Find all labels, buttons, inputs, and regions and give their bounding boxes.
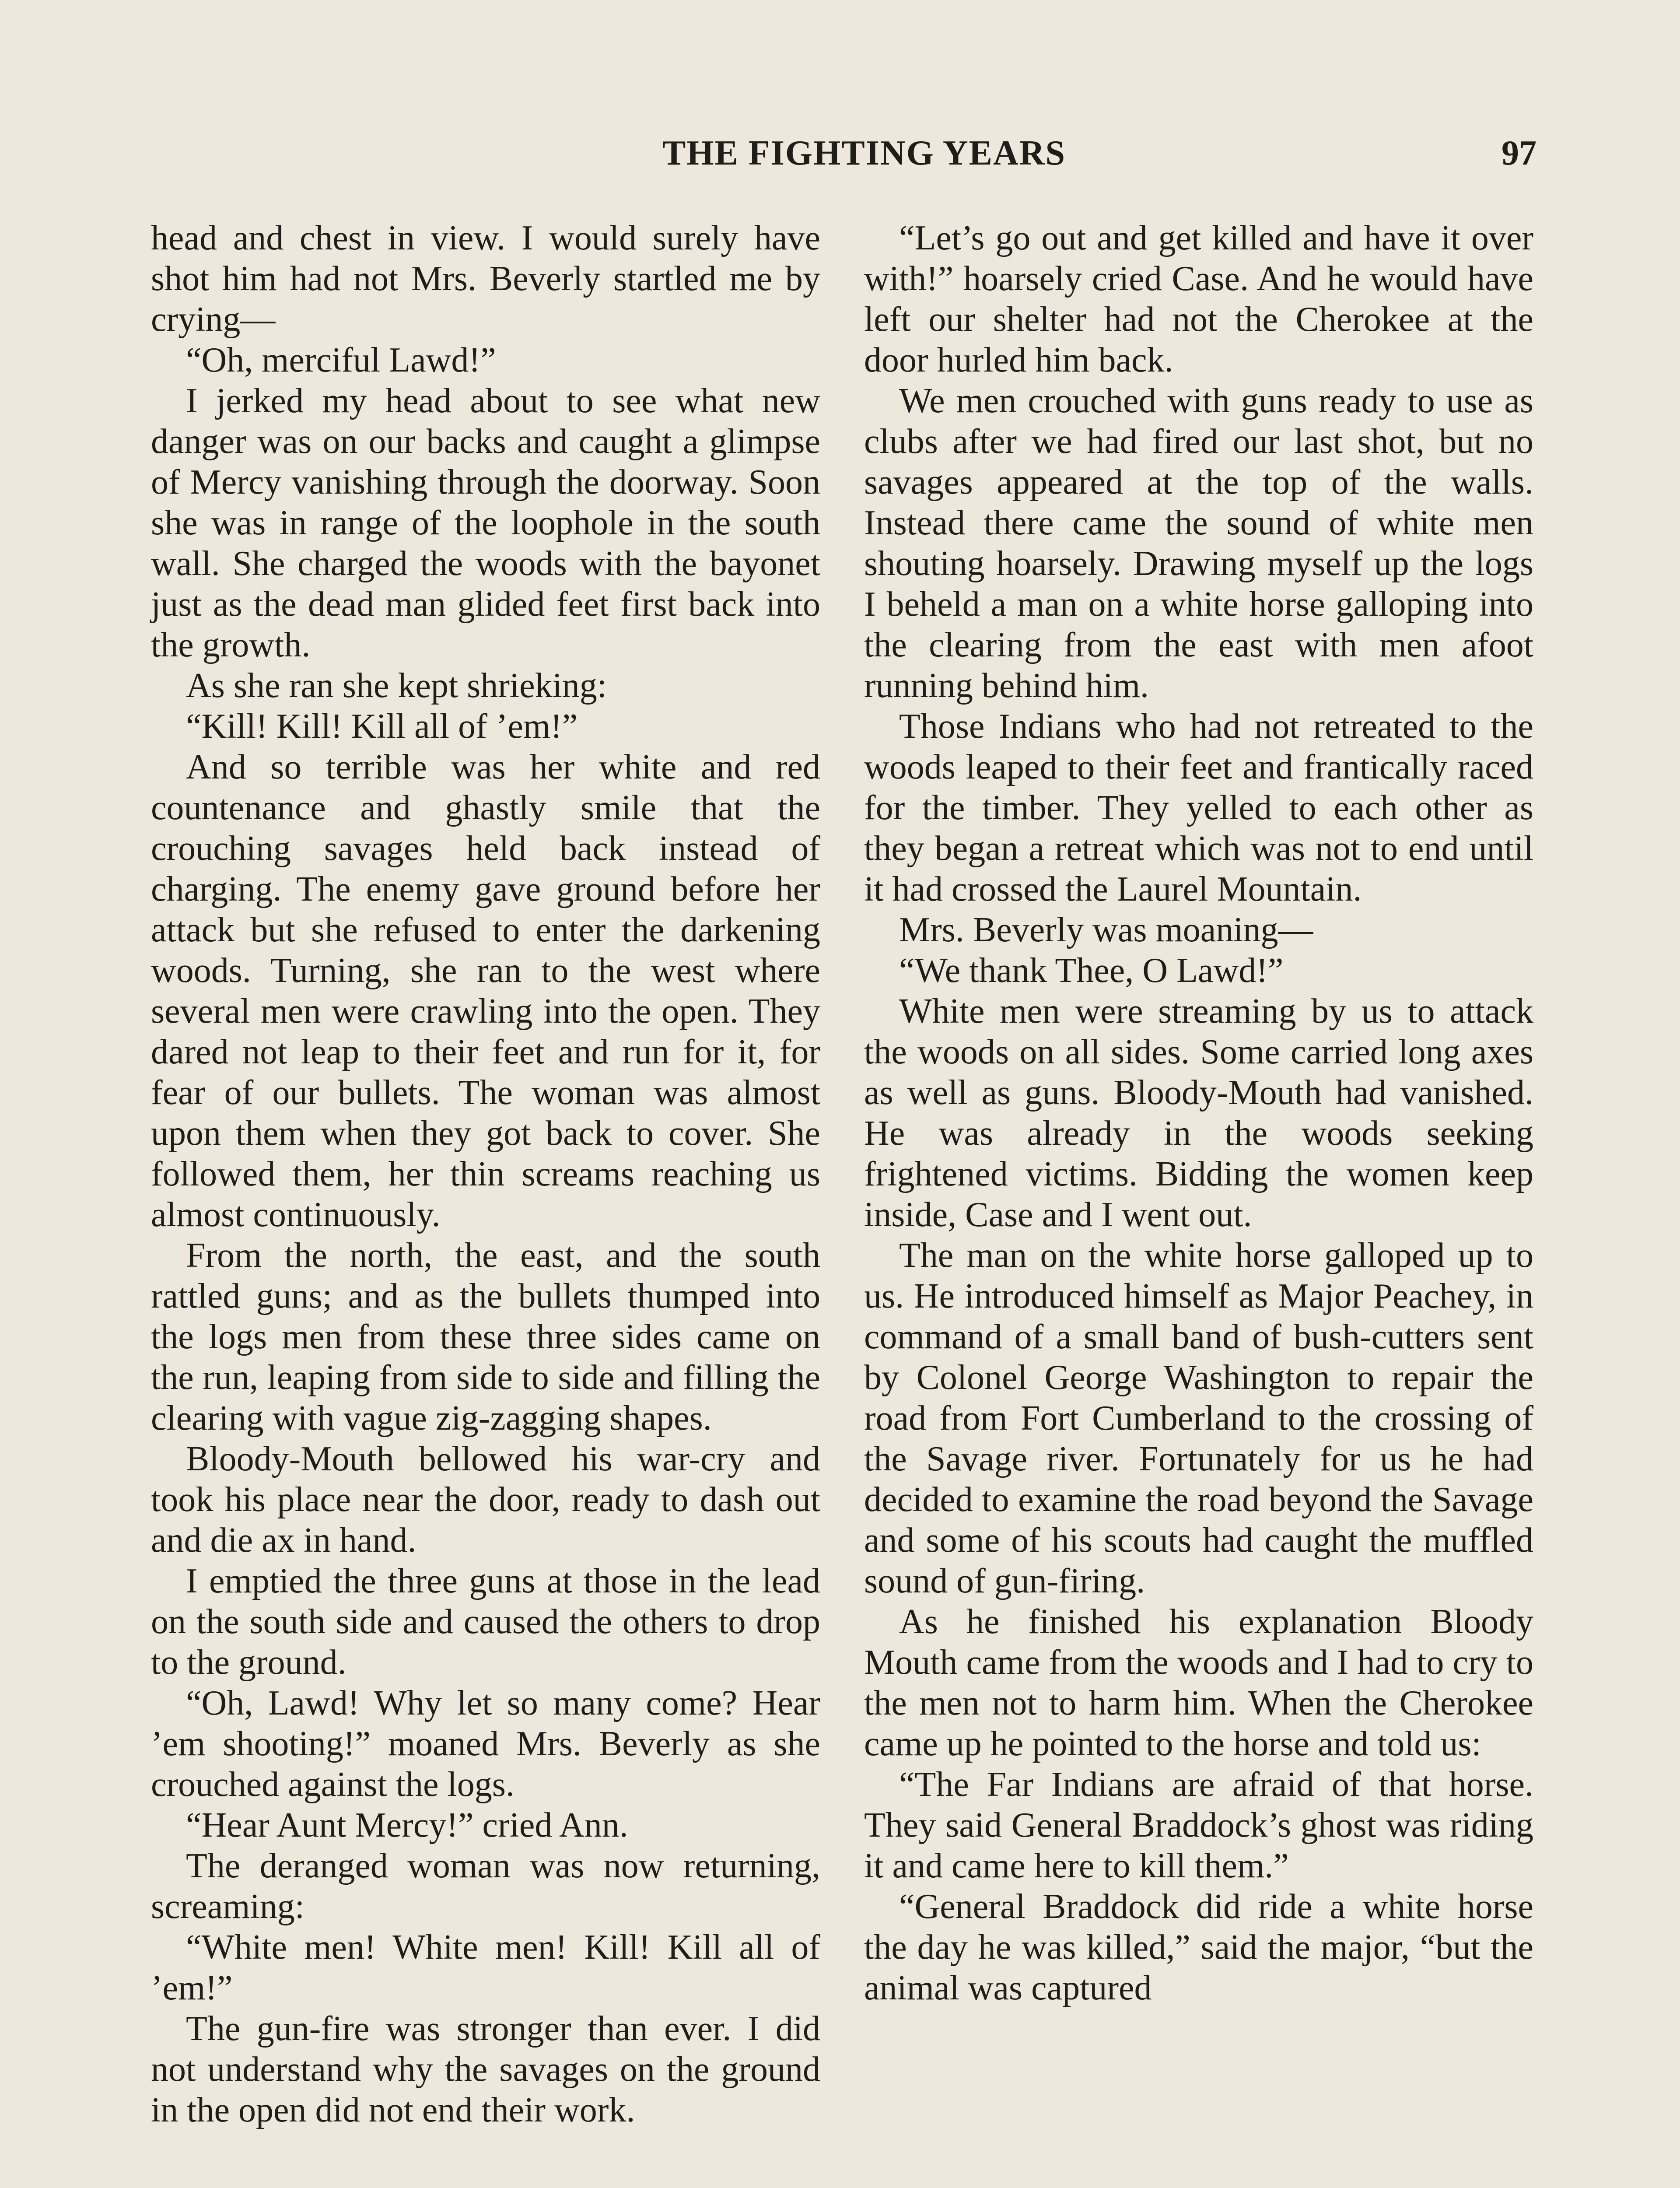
page-number: 97 <box>1502 134 1536 172</box>
paragraph: We men crouched with guns ready to use as clubs after we had fired our last shot, but no savages appeared at the top of the walls. Instead there came the sound of white men shouting hoarsely. Drawing myself up the logs I beheld a man on a white horse galloping into the clearing from the east with men afoot running behind him. <box>864 382 1533 705</box>
paragraph: As she ran she kept shrieking: <box>186 666 607 705</box>
paragraph: Mrs. Beverly was moaning— <box>899 911 1313 949</box>
running-title: THE FIGHTING YEARS <box>662 134 1066 172</box>
paragraph: I jerked my head about to see what new danger was on our backs and caught a glimpse of Mercy vanishing through the doorway. Soon she was in range of the loophole in the south wall. She charged the woods with the bayonet just as the dead man glided feet first back into the growth. <box>151 382 820 664</box>
paragraph: I emptied the three guns at those in the lead on the south side and caused the others to drop to the ground. <box>151 1562 820 1682</box>
paragraph: “Kill! Kill! Kill all of ’em!” <box>186 707 578 746</box>
right-column <box>864 218 1533 2009</box>
paragraph: head and chest in view. I would surely have shot him had not Mrs. Beverly startled me by crying— <box>151 219 820 339</box>
paragraph: The man on the white horse galloped up to us. He introduced himself as Major Peachey, in command of a small band of bush-cutters sent by Colonel George Washington to repair the road from Fort Cumberland to the crossing of the Savage river. Fortunately for us he had decided to examine the road beyond the Savage and some of his scouts had caught the muffled sound of gun-firing. <box>864 1236 1533 1600</box>
paragraph: “General Braddock did ride a white horse the day he was killed,” said the major, “but the animal was captured <box>864 1887 1533 2007</box>
paragraph: White men were streaming by us to attack the woods on all sides. Some carried long axes as well as guns. Bloody-Mouth had vanished. He was already in the woods seeking frightened victims. Bidding the women keep inside, Case and I went out. <box>864 992 1533 1234</box>
left-column <box>151 218 820 2131</box>
paragraph: Those Indians who had not retreated to the woods leaped to their feet and frantically raced for the timber. They yelled to each other as they began a retreat which was not to end until it had crossed the Laurel Mountain. <box>864 707 1533 908</box>
paragraph: “Oh, Lawd! Why let so many come? Hear ’em shooting!” moaned Mrs. Beverly as she crouched against the logs. <box>151 1684 820 1804</box>
paragraph: “Hear Aunt Mercy!” cried Ann. <box>186 1806 628 1844</box>
paragraph: And so terrible was her white and red countenance and ghastly smile that the crouching savages held back instead of charging. The enemy gave ground before her attack but she refused to enter the darkening woods. Turning, she ran to the west where several men were crawling into the open. They dared not leap to their feet and run for it, for fear of our bullets. The woman was almost upon them when they got back to cover. She followed them, her thin screams reaching us almost continuously. <box>151 748 820 1234</box>
paragraph: “White men! White men! Kill! Kill all of ’em!” <box>151 1928 820 2007</box>
paragraph: “We thank Thee, O Lawd!” <box>899 951 1284 990</box>
paragraph: As he finished his explanation Bloody Mouth came from the woods and I had to cry to the men not to harm him. When the Cherokee came up he pointed to the horse and told us: <box>864 1602 1533 1763</box>
running-head <box>0 127 1680 179</box>
paragraph: The deranged woman was now returning, screaming: <box>151 1847 820 1926</box>
paragraph: Bloody-Mouth bellowed his war-cry and took his place near the door, ready to dash out and die ax in hand. <box>151 1440 820 1560</box>
paragraph: From the north, the east, and the south rattled guns; and as the bullets thumped into the logs men from these three sides came on the run, leaping from side to side and filling the clearing with vague zig-zagging shapes. <box>151 1236 820 1438</box>
paragraph: The gun-fire was stronger than ever. I did not understand why the savages on the ground in the open did not end their work. <box>151 2009 820 2129</box>
paragraph: “Oh, merciful Lawd!” <box>186 341 496 379</box>
paragraph: “Let’s go out and get killed and have it over with!” hoarsely cried Case. And he would have left our shelter had not the Cherokee at the door hurled him back. <box>864 219 1533 379</box>
paragraph: “The Far Indians are afraid of that horse. They said General Braddock’s ghost was riding it and came here to kill them.” <box>864 1765 1533 1885</box>
